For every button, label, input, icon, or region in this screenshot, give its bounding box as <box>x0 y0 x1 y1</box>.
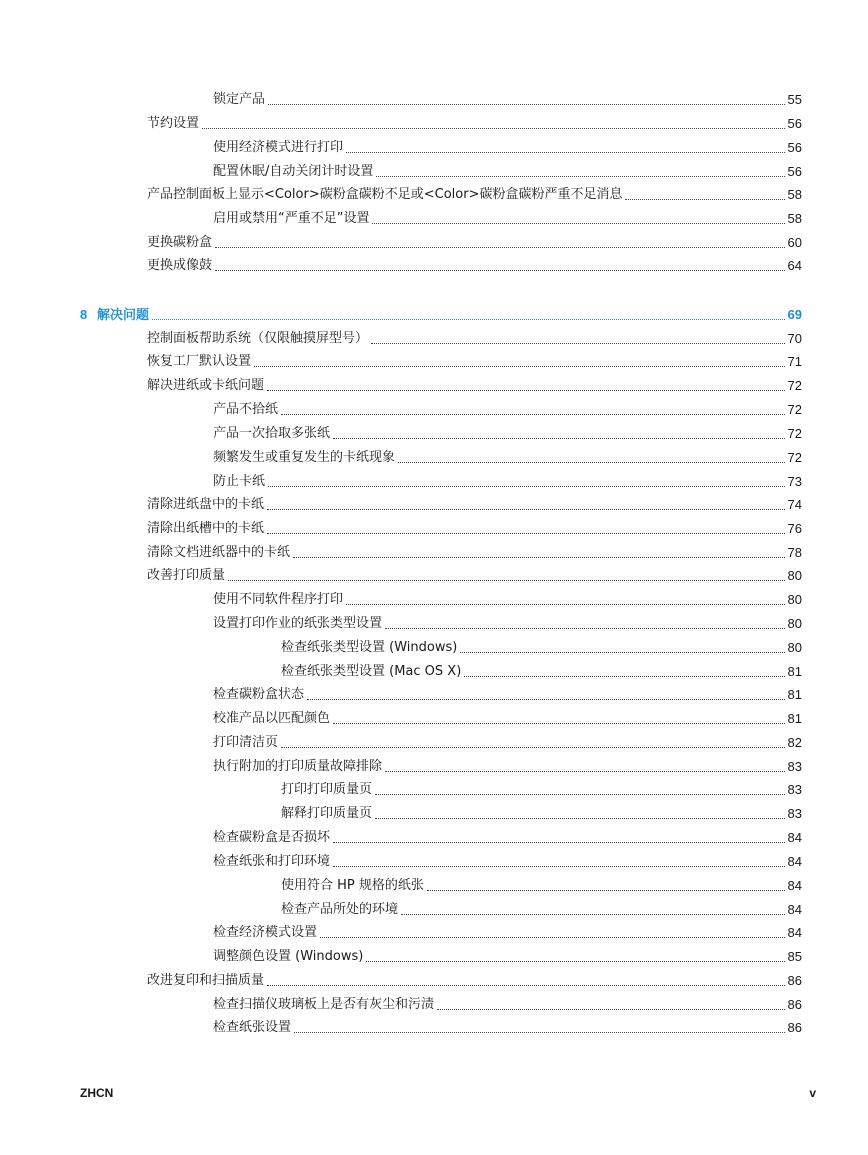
toc-page-number: 58 <box>787 187 802 202</box>
toc-page-number: 82 <box>787 735 802 750</box>
toc-entry-title: 更换碳粉盒 <box>147 235 213 250</box>
dot-leader <box>346 604 785 605</box>
toc-entry-title <box>80 307 149 323</box>
toc-entry-title: 校准产品以匹配颜色 <box>213 711 331 726</box>
toc-page-number: 84 <box>787 830 802 845</box>
chapter-title: 解决问题 <box>97 307 150 322</box>
toc-entry[interactable] <box>213 420 802 442</box>
toc-entry[interactable] <box>213 753 802 775</box>
dot-leader <box>401 914 785 915</box>
dot-leader <box>215 270 785 271</box>
toc-page-number: 55 <box>787 92 802 107</box>
toc-entry-title: 调整颜色设置 (Windows) <box>213 949 364 964</box>
dot-leader <box>293 557 785 558</box>
toc-entry-title: 锁定产品 <box>213 92 266 107</box>
toc-page-number: 76 <box>787 521 802 536</box>
toc-page-number: 80 <box>787 640 802 655</box>
toc-page-number: 74 <box>787 497 802 512</box>
dot-leader <box>281 747 785 748</box>
dot-leader <box>372 223 784 224</box>
toc-page-number: 69 <box>787 307 802 322</box>
toc-entry[interactable] <box>147 491 802 513</box>
chapter-number: 8 <box>80 307 88 322</box>
toc-entry-title: 启用或禁用“严重不足”设置 <box>213 211 370 226</box>
toc-entry-title: 频繁发生或重复发生的卡纸现象 <box>213 450 396 465</box>
toc-entry[interactable] <box>281 634 802 656</box>
dot-leader <box>320 937 785 938</box>
dot-leader <box>625 199 784 200</box>
toc-entry-title: 清除文档进纸器中的卡纸 <box>147 545 291 560</box>
toc-entry-title: 产品一次拾取多张纸 <box>213 426 331 441</box>
dot-leader <box>427 890 785 891</box>
toc-page-number: 80 <box>787 568 802 583</box>
dot-leader <box>385 771 785 772</box>
toc-entry[interactable] <box>213 134 802 156</box>
toc-page-number: 86 <box>787 997 802 1012</box>
dot-leader <box>437 1009 785 1010</box>
dot-leader <box>376 176 784 177</box>
toc-entry[interactable] <box>147 515 802 537</box>
toc-entry-title: 清除进纸盘中的卡纸 <box>147 497 265 512</box>
toc-page-number: 80 <box>787 616 802 631</box>
toc-page-number: 80 <box>787 592 802 607</box>
toc-entry[interactable] <box>281 872 802 894</box>
toc-entry[interactable] <box>147 229 802 251</box>
toc-page-number: 60 <box>787 235 802 250</box>
toc-entry[interactable] <box>147 348 802 370</box>
dot-leader <box>268 486 785 487</box>
dot-leader <box>333 438 785 439</box>
toc-page-number: 58 <box>787 211 802 226</box>
toc-entry-title: 检查纸张设置 <box>213 1020 292 1035</box>
toc-entry[interactable] <box>213 943 802 965</box>
toc-entry[interactable] <box>213 586 802 608</box>
toc-entry[interactable] <box>213 158 802 180</box>
toc-page-number: 84 <box>787 878 802 893</box>
dot-leader <box>294 1032 785 1033</box>
toc-entry[interactable] <box>213 205 802 227</box>
dot-leader <box>346 152 785 153</box>
dot-leader <box>385 628 785 629</box>
toc-entry[interactable] <box>213 610 802 632</box>
toc-entry-title: 节约设置 <box>147 116 200 131</box>
toc-page-number: 84 <box>787 854 802 869</box>
toc-entry-title: 产品控制面板上显示<Color>碳粉盒碳粉不足或<Color>碳粉盒碳粉严重不足消息 <box>147 187 623 202</box>
toc-entry[interactable] <box>213 86 802 108</box>
toc-entry[interactable] <box>147 325 802 347</box>
toc-page-number: 85 <box>787 949 802 964</box>
toc-page-number: 56 <box>787 140 802 155</box>
dot-leader <box>398 462 785 463</box>
dot-leader <box>254 366 785 367</box>
toc-entry[interactable] <box>281 896 802 918</box>
toc-entry-title: 执行附加的打印质量故障排除 <box>213 759 383 774</box>
toc-entry-title: 检查纸张类型设置 (Windows) <box>281 640 458 655</box>
dot-leader <box>202 128 785 129</box>
toc-entry-title: 解决进纸或卡纸问题 <box>147 378 265 393</box>
dot-leader <box>333 842 785 843</box>
toc-entry-title: 检查纸张类型设置 (Mac OS X) <box>281 664 462 679</box>
toc-entry[interactable] <box>213 824 802 846</box>
toc-entry[interactable] <box>281 658 802 680</box>
dot-leader <box>333 866 785 867</box>
toc-entry[interactable] <box>213 729 802 751</box>
toc-entry-title: 解释打印质量页 <box>281 806 373 821</box>
toc-entry-title: 检查碳粉盒是否损坏 <box>213 830 331 845</box>
toc-page-number: 86 <box>787 973 802 988</box>
dot-leader <box>267 390 785 391</box>
toc-entry-title: 更换成像鼓 <box>147 258 213 273</box>
toc-entry-title: 设置打印作业的纸张类型设置 <box>213 616 383 631</box>
toc-page-number: 56 <box>787 164 802 179</box>
toc-page-number: 72 <box>787 450 802 465</box>
toc-entry[interactable] <box>213 681 802 703</box>
dot-leader <box>152 319 785 320</box>
toc-entry[interactable] <box>213 705 802 727</box>
toc-entry[interactable] <box>147 110 802 132</box>
toc-entry[interactable] <box>147 181 802 203</box>
toc-entry-title: 检查扫描仪玻璃板上是否有灰尘和污渍 <box>213 997 435 1012</box>
toc-entry[interactable] <box>147 967 802 989</box>
toc-entry-title: 改进复印和扫描质量 <box>147 973 265 988</box>
toc-entry-title: 检查经济模式设置 <box>213 925 318 940</box>
toc-page-number: 72 <box>787 378 802 393</box>
toc-entry-title: 配置休眠/自动关闭计时设置 <box>213 164 374 179</box>
toc-entry-title: 防止卡纸 <box>213 474 266 489</box>
toc-entry[interactable] <box>213 468 802 490</box>
toc-entry-title: 产品不拾纸 <box>213 402 279 417</box>
toc-entry-title: 打印打印质量页 <box>281 782 373 797</box>
dot-leader <box>267 985 785 986</box>
dot-leader <box>307 699 785 700</box>
dot-leader <box>460 652 784 653</box>
toc-entry[interactable] <box>213 444 802 466</box>
toc-page-number: 81 <box>787 664 802 679</box>
dot-leader <box>228 580 785 581</box>
dot-leader <box>366 961 784 962</box>
toc-entry[interactable] <box>147 562 802 584</box>
toc-entry-title: 控制面板帮助系统（仅限触摸屏型号） <box>147 331 369 346</box>
toc-entry-title: 检查碳粉盒状态 <box>213 687 305 702</box>
toc-entry-title: 使用不同软件程序打印 <box>213 592 344 607</box>
toc-chapter-entry[interactable] <box>80 301 802 323</box>
toc-entry[interactable] <box>147 539 802 561</box>
dot-leader <box>267 509 785 510</box>
toc-entry-title: 检查纸张和打印环境 <box>213 854 331 869</box>
toc-page-number: 83 <box>787 782 802 797</box>
dot-leader <box>333 723 785 724</box>
toc-entry-title: 改善打印质量 <box>147 568 226 583</box>
dot-leader <box>281 414 785 415</box>
dot-leader <box>215 247 785 248</box>
toc-page-number: 78 <box>787 545 802 560</box>
toc-entry[interactable] <box>213 848 802 870</box>
toc-page-number: 81 <box>787 711 802 726</box>
toc-entry-title: 使用符合 HP 规格的纸张 <box>281 878 424 893</box>
dot-leader <box>375 818 785 819</box>
toc-page-number: 72 <box>787 426 802 441</box>
toc-page-number: 83 <box>787 759 802 774</box>
toc-entry[interactable] <box>213 1014 802 1036</box>
toc-entry-title: 清除出纸槽中的卡纸 <box>147 521 265 536</box>
toc-entry[interactable] <box>147 252 802 274</box>
toc-page-number: 73 <box>787 474 802 489</box>
toc-page-number: 72 <box>787 402 802 417</box>
toc-page-number: 56 <box>787 116 802 131</box>
footer-page-number: v <box>809 1086 816 1100</box>
toc-entry-title: 打印清洁页 <box>213 735 279 750</box>
toc-entry[interactable] <box>213 919 802 941</box>
dot-leader <box>268 104 785 105</box>
toc-page-number: 84 <box>787 902 802 917</box>
dot-leader <box>267 533 785 534</box>
toc-entry[interactable] <box>281 800 802 822</box>
toc-entry[interactable] <box>213 396 802 418</box>
toc-page-number: 64 <box>787 258 802 273</box>
dot-leader <box>371 343 785 344</box>
toc-page-number: 81 <box>787 687 802 702</box>
toc-page-number: 84 <box>787 925 802 940</box>
dot-leader <box>375 794 785 795</box>
toc-page-number: 70 <box>787 331 802 346</box>
toc-entry-title: 检查产品所处的环境 <box>281 902 399 917</box>
footer-locale: ZHCN <box>80 1086 114 1100</box>
dot-leader <box>464 676 784 677</box>
toc-entry-title: 恢复工厂默认设置 <box>147 354 252 369</box>
toc-entry[interactable] <box>147 372 802 394</box>
toc-page-number: 83 <box>787 806 802 821</box>
toc-page-number: 71 <box>787 354 802 369</box>
toc-entry-title: 使用经济模式进行打印 <box>213 140 344 155</box>
toc-entry[interactable] <box>213 991 802 1013</box>
toc-page-number: 86 <box>787 1020 802 1035</box>
toc-entry[interactable] <box>281 776 802 798</box>
